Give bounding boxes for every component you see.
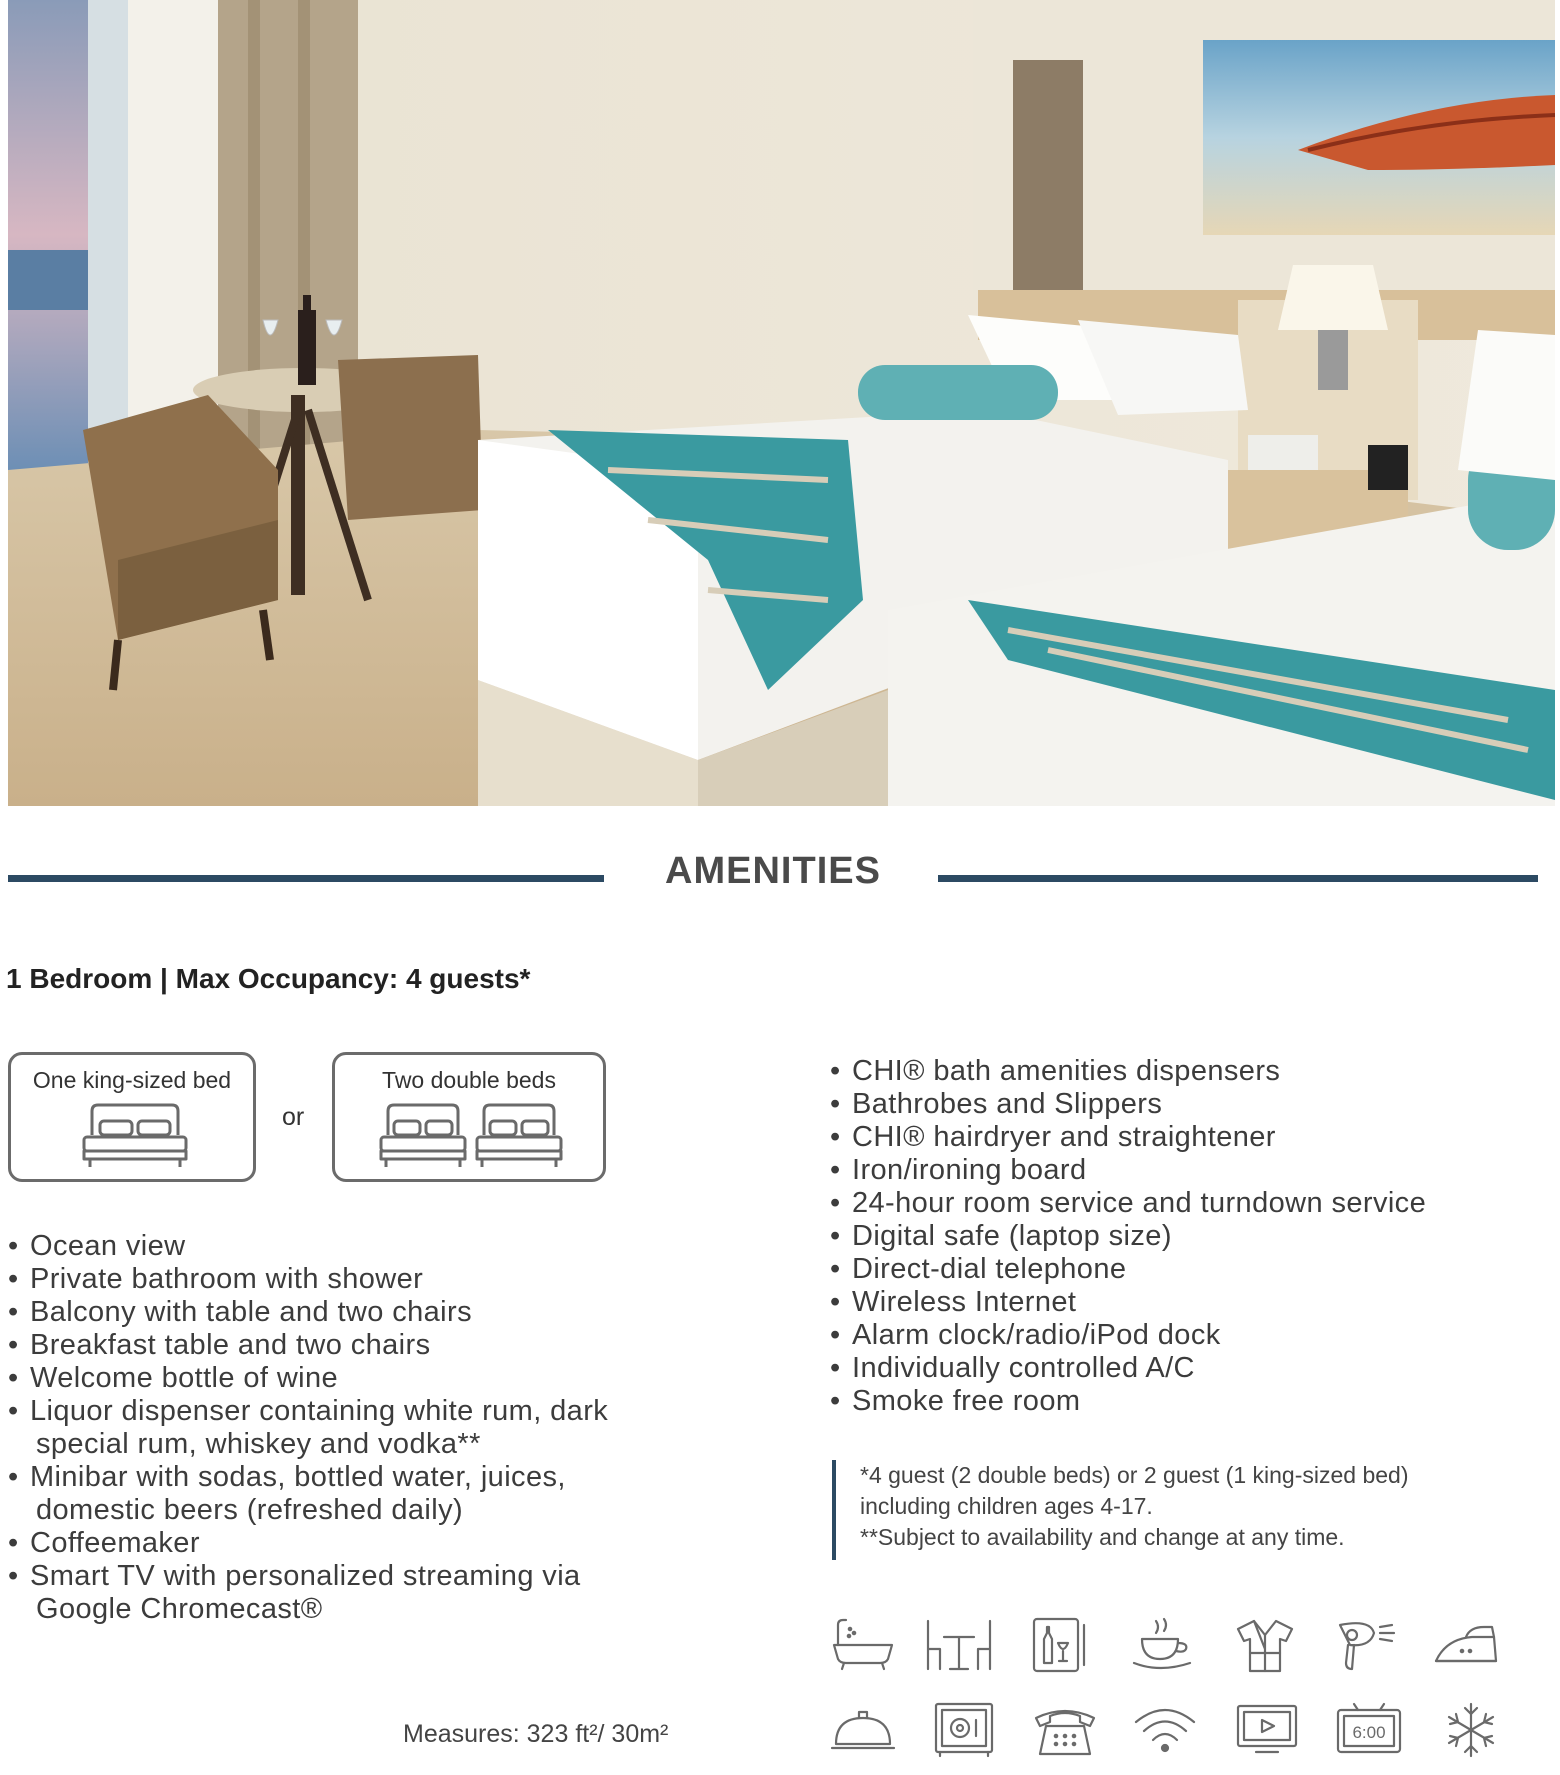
list-item: • Liquor dispenser containing white rum, dark special rum, whiskey and vodka**	[6, 1395, 726, 1461]
bed-option-king-label: One king-sized bed	[32, 1067, 232, 1093]
list-item: • Wireless Internet	[828, 1286, 1548, 1319]
amenities-title: AMENITIES	[665, 850, 881, 892]
list-item: • Welcome bottle of wine	[6, 1362, 726, 1395]
footnote-availability: **Subject to availability and change at any time.	[860, 1524, 1345, 1550]
divider-right	[938, 875, 1538, 882]
room-measures: Measures: 323 ft²/ 30m²	[403, 1720, 669, 1748]
king-bed-icon	[80, 1101, 190, 1171]
room-service-bell-icon	[828, 1700, 898, 1760]
amenities-list-right	[828, 1055, 1548, 1418]
list-item: • 24-hour room service and turndown service	[828, 1187, 1548, 1220]
minibar-icon	[1026, 1615, 1096, 1675]
list-item: • Coffeemaker	[6, 1527, 726, 1560]
room-photo	[8, 0, 1555, 806]
list-item: • Digital safe (laptop size)	[828, 1220, 1548, 1253]
footnote-occupancy: *4 guest (2 double beds) or 2 guest (1 king-sized bed)	[860, 1462, 1409, 1488]
double-bed-icon	[378, 1101, 564, 1171]
list-item: • Bathrobes and Slippers	[828, 1088, 1548, 1121]
safe-icon	[930, 1700, 1000, 1760]
list-item: • Direct-dial telephone	[828, 1253, 1548, 1286]
list-item: • Individually controlled A/C	[828, 1352, 1548, 1385]
bed-option-king	[8, 1052, 256, 1182]
list-item: • CHI® hairdryer and straightener	[828, 1121, 1548, 1154]
list-item: • Ocean view	[6, 1230, 726, 1263]
list-item: • Alarm clock/radio/iPod dock	[828, 1319, 1548, 1352]
footnotes	[832, 1460, 1552, 1560]
occupancy-info: 1 Bedroom | Max Occupancy: 4 guests*	[6, 963, 531, 994]
list-item: • Smart TV with personalized streaming via Google Chromecast®	[6, 1560, 726, 1626]
list-item: • Private bathroom with shower	[6, 1263, 726, 1296]
bed-option-double	[332, 1052, 606, 1182]
air-conditioning-icon	[1436, 1700, 1506, 1760]
hairdryer-icon	[1330, 1615, 1400, 1675]
divider-left	[8, 875, 604, 882]
amenities-header	[8, 850, 1538, 906]
list-item: • Smoke free room	[828, 1385, 1548, 1418]
alarm-clock-display: 6:00	[1352, 1723, 1386, 1742]
table-chairs-icon	[924, 1615, 994, 1675]
amenities-list-left	[6, 1230, 726, 1626]
footnote-occupancy-cont: including children ages 4-17.	[860, 1493, 1153, 1519]
wifi-icon	[1130, 1700, 1200, 1760]
bathrobe-icon	[1230, 1615, 1300, 1675]
bed-options-separator: or	[282, 1103, 305, 1131]
list-item: • Iron/ironing board	[828, 1154, 1548, 1187]
bed-option-double-label: Two double beds	[382, 1067, 556, 1093]
iron-icon	[1432, 1615, 1502, 1675]
telephone-icon	[1030, 1700, 1100, 1760]
list-item: • Balcony with table and two chairs	[6, 1296, 726, 1329]
tv-icon	[1232, 1700, 1302, 1760]
list-item: • Minibar with sodas, bottled water, juices, domestic beers (refreshed daily)	[6, 1461, 726, 1527]
coffee-cup-icon	[1128, 1615, 1198, 1675]
list-item: • Breakfast table and two chairs	[6, 1329, 726, 1362]
bathtub-icon	[828, 1615, 898, 1675]
list-item: • CHI® bath amenities dispensers	[828, 1055, 1548, 1088]
alarm-clock-icon	[1334, 1700, 1404, 1760]
